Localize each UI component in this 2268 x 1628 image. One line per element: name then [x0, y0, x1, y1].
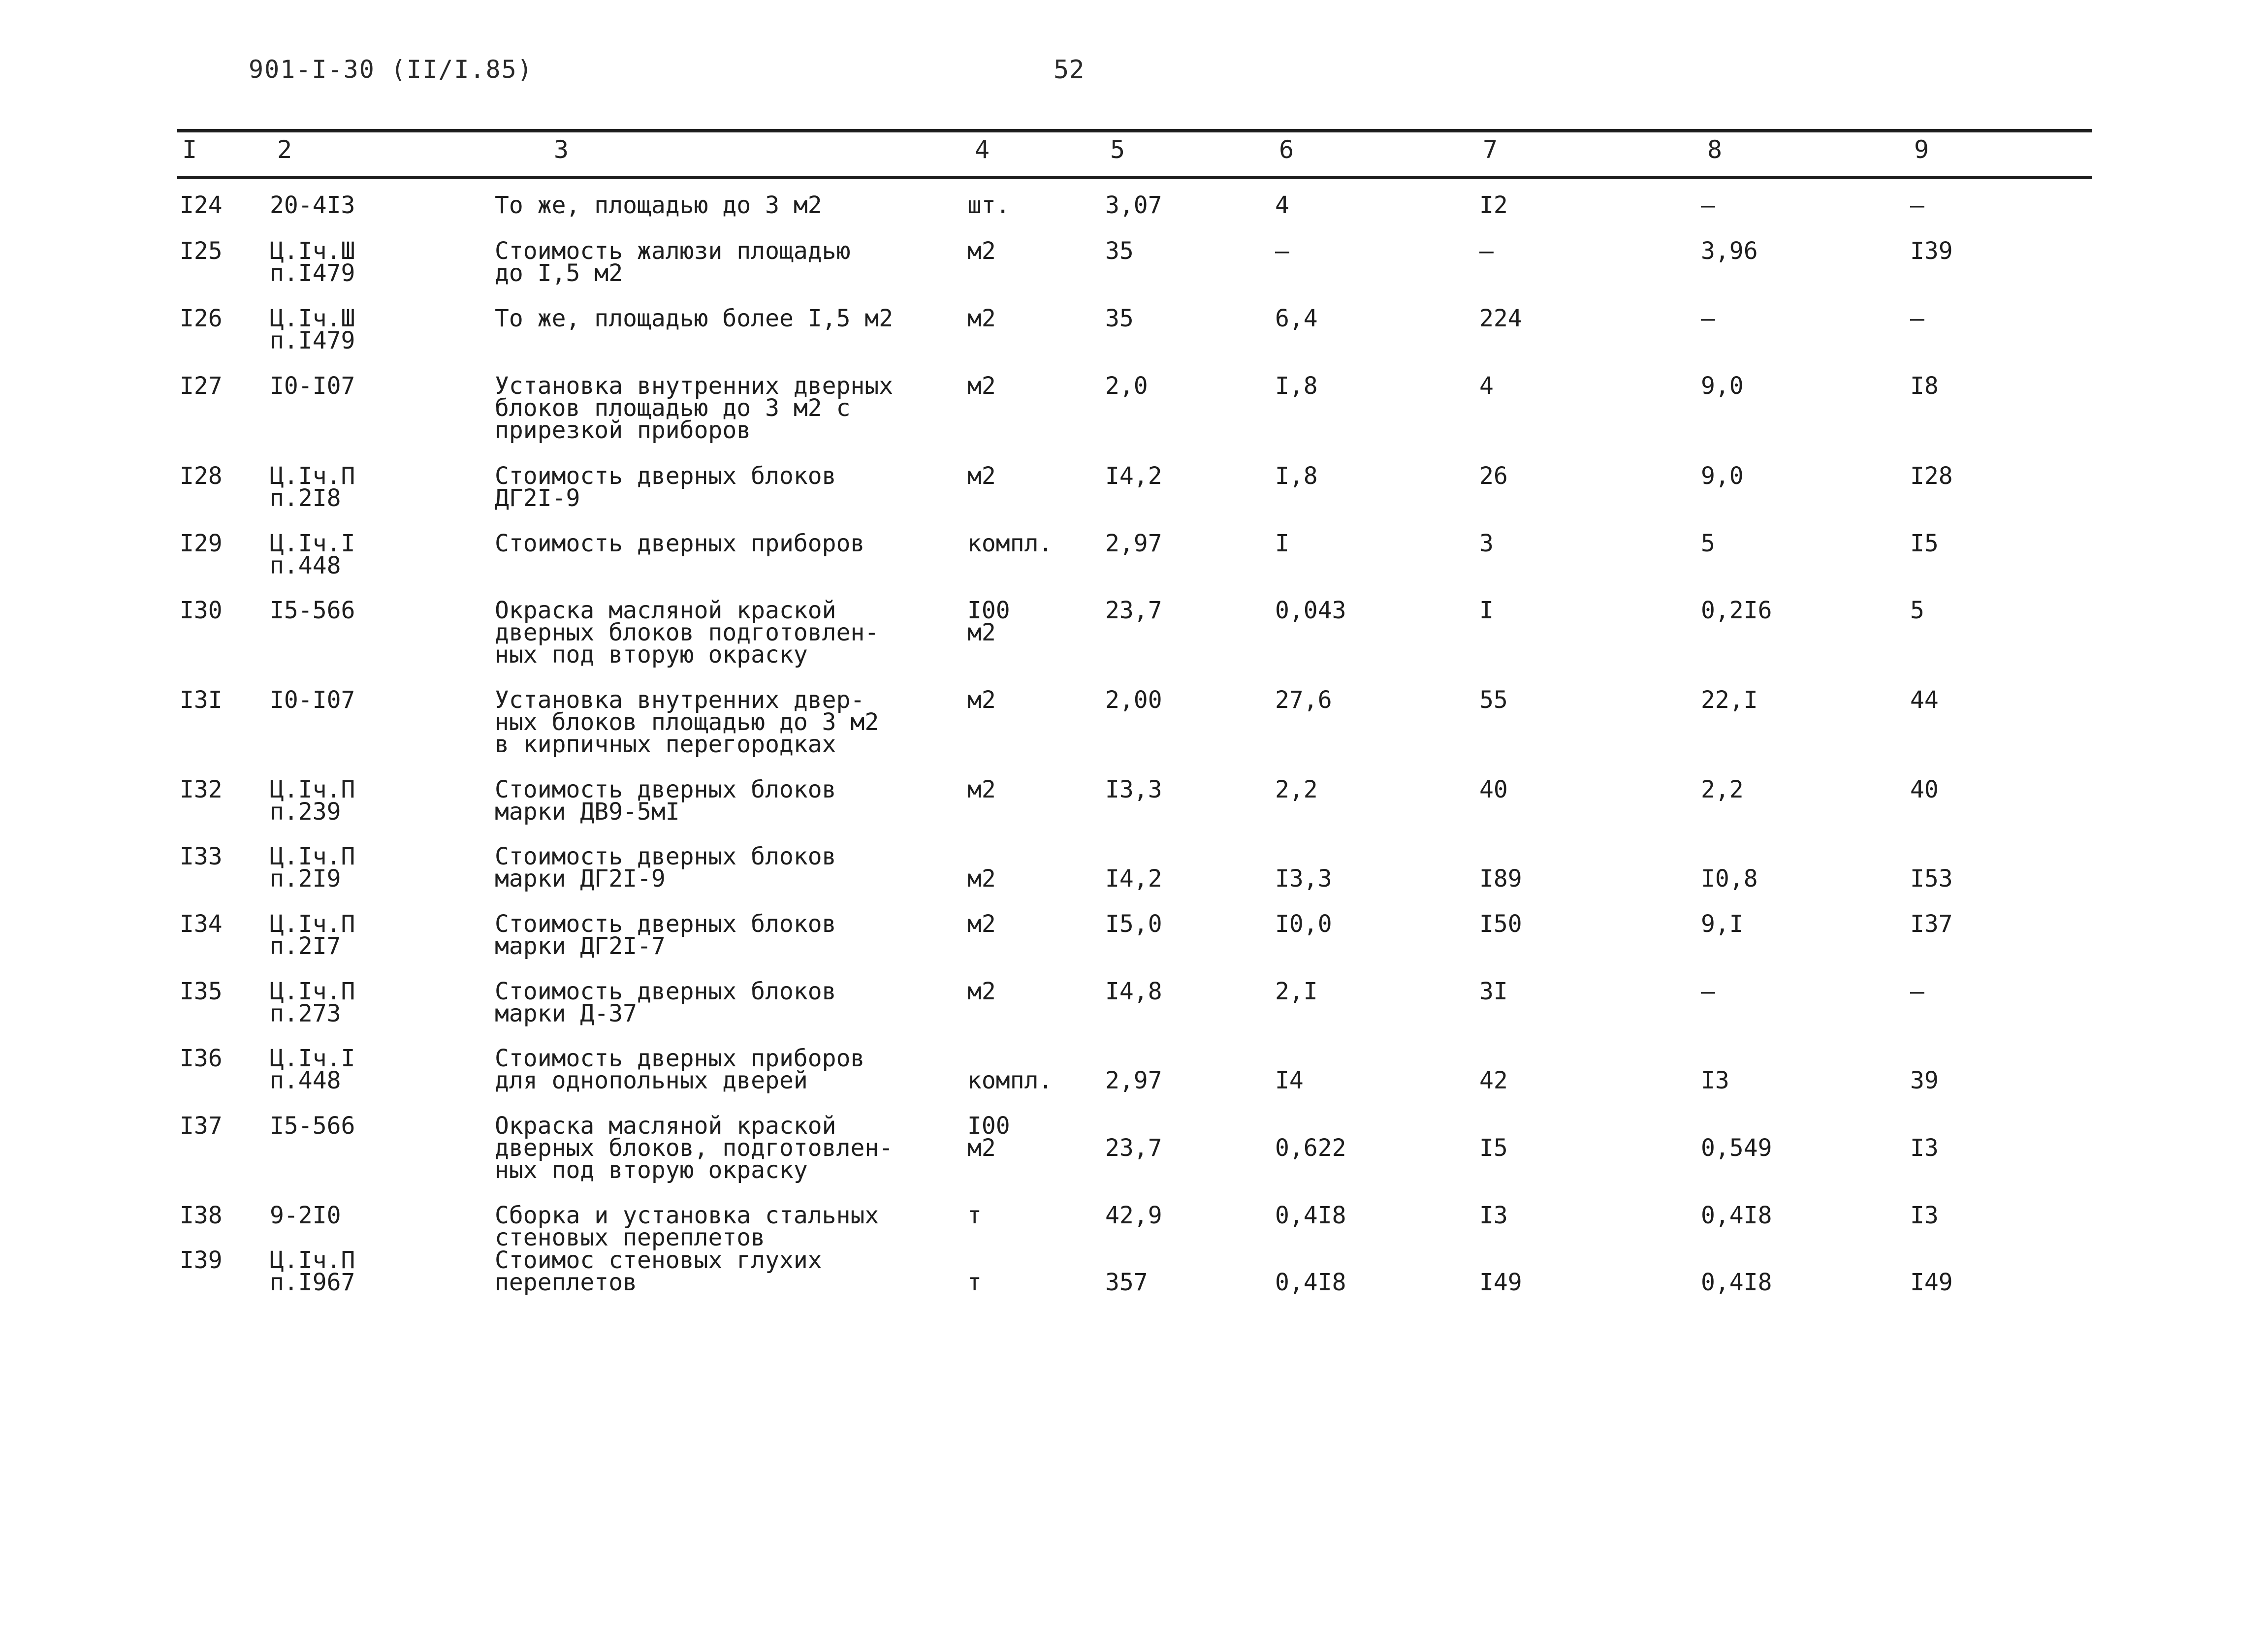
row-name: Стоимость дверных блоков марки ДГ2I-7	[495, 910, 836, 960]
row-name: Стоимость дверных блоков марки Д-37	[495, 978, 836, 1027]
row-value-7: 224	[1479, 305, 1522, 332]
row-value-9: I53	[1910, 865, 1953, 893]
row-value-9: I37	[1910, 910, 1953, 938]
row-number: I39	[180, 1246, 223, 1274]
row-value-5: I4,8	[1105, 978, 1162, 1005]
row-unit: м2	[967, 462, 996, 490]
row-value-7: 40	[1479, 776, 1508, 803]
row-unit: т	[967, 1202, 982, 1229]
row-code: I5-566	[270, 1112, 355, 1140]
column-header-6: 6	[1279, 135, 1294, 164]
row-value-9: 39	[1910, 1067, 1939, 1094]
row-value-9: 44	[1910, 686, 1939, 714]
row-value-9: –	[1910, 978, 1924, 1005]
row-unit: I00 м2	[967, 1112, 1010, 1162]
row-value-7: 4	[1479, 372, 1494, 400]
row-value-9: 40	[1910, 776, 1939, 803]
row-value-6: I,8	[1275, 372, 1318, 400]
row-value-6: 27,6	[1275, 686, 1332, 714]
row-number: I32	[180, 776, 223, 803]
row-value-6: 0,4I8	[1275, 1269, 1346, 1296]
row-unit: м2	[967, 372, 996, 400]
row-value-5: 2,0	[1105, 372, 1148, 400]
row-number: I35	[180, 978, 223, 1005]
row-code: Ц.Iч.П п.2I7	[270, 910, 355, 960]
row-value-5: I3,3	[1105, 776, 1162, 803]
row-value-9: I5	[1910, 530, 1939, 557]
column-header-3: 3	[554, 135, 569, 164]
row-value-8: 3,96	[1701, 237, 1758, 265]
row-value-6: I3,3	[1275, 865, 1332, 893]
row-value-5: I4,2	[1105, 462, 1162, 490]
column-header-7: 7	[1483, 135, 1498, 164]
row-number: I26	[180, 305, 223, 332]
row-name: Стоимость дверных приборов для однопольных дверей	[495, 1045, 865, 1094]
row-value-7: I89	[1479, 865, 1522, 893]
row-unit: компл.	[967, 1067, 1053, 1094]
row-value-6: I4	[1275, 1067, 1304, 1094]
row-value-9: I28	[1910, 462, 1953, 490]
row-value-7: I2	[1479, 192, 1508, 219]
row-unit: т	[967, 1269, 982, 1296]
row-value-7: 3I	[1479, 978, 1508, 1005]
row-value-8: I3	[1701, 1067, 1729, 1094]
row-code: I0-I07	[270, 686, 355, 714]
row-value-6: 0,043	[1275, 597, 1346, 624]
row-value-7: I5	[1479, 1134, 1508, 1162]
row-code: Ц.Iч.П п.239	[270, 776, 355, 826]
row-value-8: –	[1701, 978, 1715, 1005]
row-value-6: 6,4	[1275, 305, 1318, 332]
row-value-5: I5,0	[1105, 910, 1162, 938]
row-number: I3I	[180, 686, 223, 714]
row-value-5: 23,7	[1105, 1134, 1162, 1162]
row-name: Установка внутренних двер- ных блоков площадью до 3 м2 в кирпичных перегородках	[495, 686, 879, 758]
row-value-8: 0,549	[1701, 1134, 1772, 1162]
row-number: I30	[180, 597, 223, 624]
row-unit: м2	[967, 686, 996, 714]
row-value-6: I0,0	[1275, 910, 1332, 938]
row-value-9: I3	[1910, 1202, 1939, 1229]
row-unit: I00 м2	[967, 597, 1010, 646]
row-value-5: 2,97	[1105, 530, 1162, 557]
row-name: Стоимос стеновых глухих переплетов	[495, 1246, 822, 1296]
row-value-9: –	[1910, 192, 1924, 219]
row-value-7: 26	[1479, 462, 1508, 490]
row-code: 9-2I0	[270, 1202, 341, 1229]
row-name: То же, площадью до 3 м2	[495, 192, 822, 219]
document-code: 901-I-30 (II/I.85)	[249, 55, 533, 84]
row-value-9: I8	[1910, 372, 1939, 400]
row-name: Стоимость дверных блоков марки ДГ2I-9	[495, 843, 836, 893]
row-name: То же, площадью более I,5 м2	[495, 305, 894, 332]
row-value-5: 2,00	[1105, 686, 1162, 714]
row-value-9: I49	[1910, 1269, 1953, 1296]
row-name: Окраска масляной краской дверных блоков подготовлен- ных под вторую окраску	[495, 597, 879, 669]
row-value-6: 2,2	[1275, 776, 1318, 803]
row-value-8: 0,4I8	[1701, 1202, 1772, 1229]
row-value-6: 0,622	[1275, 1134, 1346, 1162]
row-code: Ц.Iч.I п.448	[270, 530, 355, 579]
row-value-8: 22,I	[1701, 686, 1758, 714]
row-value-5: 3,07	[1105, 192, 1162, 219]
row-code: I0-I07	[270, 372, 355, 400]
row-value-7: I50	[1479, 910, 1522, 938]
row-value-5: 23,7	[1105, 597, 1162, 624]
row-value-7: –	[1479, 237, 1494, 265]
row-value-6: 2,I	[1275, 978, 1318, 1005]
row-value-5: 35	[1105, 237, 1134, 265]
row-value-7: I3	[1479, 1202, 1508, 1229]
row-code: Ц.Iч.П п.2I9	[270, 843, 355, 893]
row-value-6: –	[1275, 237, 1289, 265]
row-number: I29	[180, 530, 223, 557]
row-value-8: 5	[1701, 530, 1715, 557]
row-value-6: I	[1275, 530, 1289, 557]
row-number: I38	[180, 1202, 223, 1229]
column-header-9: 9	[1914, 135, 1929, 164]
row-name: Стоимость жалюзи площадью до I,5 м2	[495, 237, 851, 287]
row-unit: м2	[967, 865, 996, 893]
row-unit: м2	[967, 237, 996, 265]
row-value-7: 42	[1479, 1067, 1508, 1094]
row-name: Окраска масляной краской дверных блоков, подготовлен- ных под вторую окраску	[495, 1112, 894, 1184]
row-value-8: 2,2	[1701, 776, 1744, 803]
row-value-9: 5	[1910, 597, 1924, 624]
row-value-5: 42,9	[1105, 1202, 1162, 1229]
row-code: 20-4I3	[270, 192, 355, 219]
row-code: Ц.Iч.I п.448	[270, 1045, 355, 1094]
row-code: Ц.Iч.П п.I967	[270, 1246, 355, 1296]
row-number: I28	[180, 462, 223, 490]
row-value-7: 55	[1479, 686, 1508, 714]
row-name: Стоимость дверных приборов	[495, 530, 865, 557]
row-value-7: I	[1479, 597, 1494, 624]
column-header-4: 4	[975, 135, 990, 164]
page-number: 52	[1054, 55, 1085, 85]
row-name: Стоимость дверных блоков ДГ2I-9	[495, 462, 836, 512]
column-header-2: 2	[277, 135, 292, 164]
row-value-6: I,8	[1275, 462, 1318, 490]
row-number: I25	[180, 237, 223, 265]
row-number: I36	[180, 1045, 223, 1072]
row-number: I34	[180, 910, 223, 938]
row-unit: м2	[967, 305, 996, 332]
column-header-5: 5	[1110, 135, 1125, 164]
row-value-5: 2,97	[1105, 1067, 1162, 1094]
row-code: Ц.Iч.П п.273	[270, 978, 355, 1027]
row-value-6: 4	[1275, 192, 1289, 219]
row-code: Ц.Iч.П п.2I8	[270, 462, 355, 512]
row-value-5: 357	[1105, 1269, 1148, 1296]
row-value-9: I39	[1910, 237, 1953, 265]
row-number: I33	[180, 843, 223, 870]
row-value-8: 9,0	[1701, 372, 1744, 400]
row-value-8: –	[1701, 192, 1715, 219]
row-code: Ц.Iч.Ш п.I479	[270, 237, 355, 287]
row-value-5: I4,2	[1105, 865, 1162, 893]
row-number: I27	[180, 372, 223, 400]
row-number: I37	[180, 1112, 223, 1140]
row-unit: компл.	[967, 530, 1053, 557]
row-value-5: 35	[1105, 305, 1134, 332]
row-unit: м2	[967, 910, 996, 938]
row-name: Установка внутренних дверных блоков площадью до 3 м2 с прирезкой приборов	[495, 372, 894, 444]
row-value-7: 3	[1479, 530, 1494, 557]
row-unit: м2	[967, 978, 996, 1005]
row-value-8: I0,8	[1701, 865, 1758, 893]
row-value-8: –	[1701, 305, 1715, 332]
row-value-8: 9,I	[1701, 910, 1744, 938]
column-header-8: 8	[1707, 135, 1723, 164]
row-value-9: I3	[1910, 1134, 1939, 1162]
row-value-8: 0,2I6	[1701, 597, 1772, 624]
row-name: Сборка и установка стальных стеновых переплетов	[495, 1202, 879, 1251]
row-number: I24	[180, 192, 223, 219]
column-header-1: I	[182, 135, 197, 164]
row-name: Стоимость дверных блоков марки ДВ9-5мI	[495, 776, 836, 826]
row-code: Ц.Iч.Ш п.I479	[270, 305, 355, 354]
row-value-9: –	[1910, 305, 1924, 332]
row-code: I5-566	[270, 597, 355, 624]
row-value-7: I49	[1479, 1269, 1522, 1296]
row-value-6: 0,4I8	[1275, 1202, 1346, 1229]
row-unit: шт.	[967, 192, 1010, 219]
row-unit: м2	[967, 776, 996, 803]
row-value-8: 0,4I8	[1701, 1269, 1772, 1296]
row-value-8: 9,0	[1701, 462, 1744, 490]
